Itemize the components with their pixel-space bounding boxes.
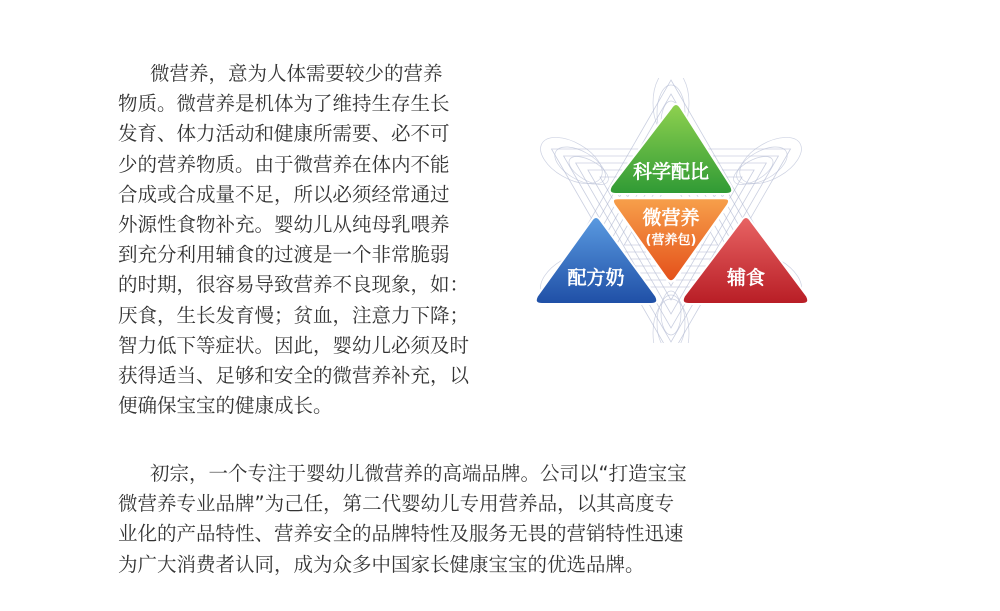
paragraph-line: 为广大消费者认同，成为众多中国家长健康宝宝的优选品牌。 bbox=[118, 552, 645, 576]
paragraph-line: 物质。微营养是机体为了维持生存生长 bbox=[118, 92, 450, 116]
label-micro-nutrition: 微营养 bbox=[642, 207, 700, 229]
label-complementary-food: 辅食 bbox=[726, 267, 766, 289]
label-nutrition-pack: (营养包) bbox=[645, 233, 697, 248]
label-formula-milk: 配方奶 bbox=[567, 267, 625, 289]
paragraph-line: 发育、体力活动和健康所需要、必不可 bbox=[118, 122, 450, 146]
brand-paragraph bbox=[118, 459, 818, 580]
paragraph-line: 少的营养物质。由于微营养在体内不能 bbox=[118, 152, 450, 176]
paragraph-line: 合成或合成量不足，所以必须经常通过 bbox=[118, 182, 450, 206]
paragraph-line: 便确保宝宝的健康成长。 bbox=[118, 394, 333, 418]
paragraph-line: 微营养，意为人体需要较少的营养 bbox=[150, 62, 443, 85]
paragraph-line: 业化的产品特性、营养安全的品牌特性及服务无畏的营销特性迅速 bbox=[118, 522, 684, 546]
paragraph-line: 的时期，很容易导致营养不良现象，如： bbox=[118, 273, 470, 297]
paragraph-line: 获得适当、足够和安全的微营养补充，以 bbox=[118, 364, 470, 388]
paragraph-line: 智力低下等症状。因此，婴幼儿必须及时 bbox=[118, 333, 470, 357]
paragraph-line: 初宗，一个专注于婴幼儿微营养的高端品牌。公司以“打造宝宝 bbox=[150, 462, 687, 485]
paragraph-line: 外源性食物补充。婴幼儿从纯母乳喂养 bbox=[118, 213, 450, 237]
label-science-ratio: 科学配比 bbox=[632, 161, 710, 183]
paragraph-line: 厌食，生长发育慢；贫血，注意力下降； bbox=[118, 303, 470, 327]
nutrition-diagram bbox=[526, 78, 816, 343]
paragraph-line: 微营养专业品牌”为己任，第二代婴幼儿专用营养品，以其高度专 bbox=[118, 492, 675, 516]
paragraph-line: 到充分利用辅食的过渡是一个非常脆弱 bbox=[118, 243, 450, 267]
intro-paragraph bbox=[118, 59, 538, 421]
